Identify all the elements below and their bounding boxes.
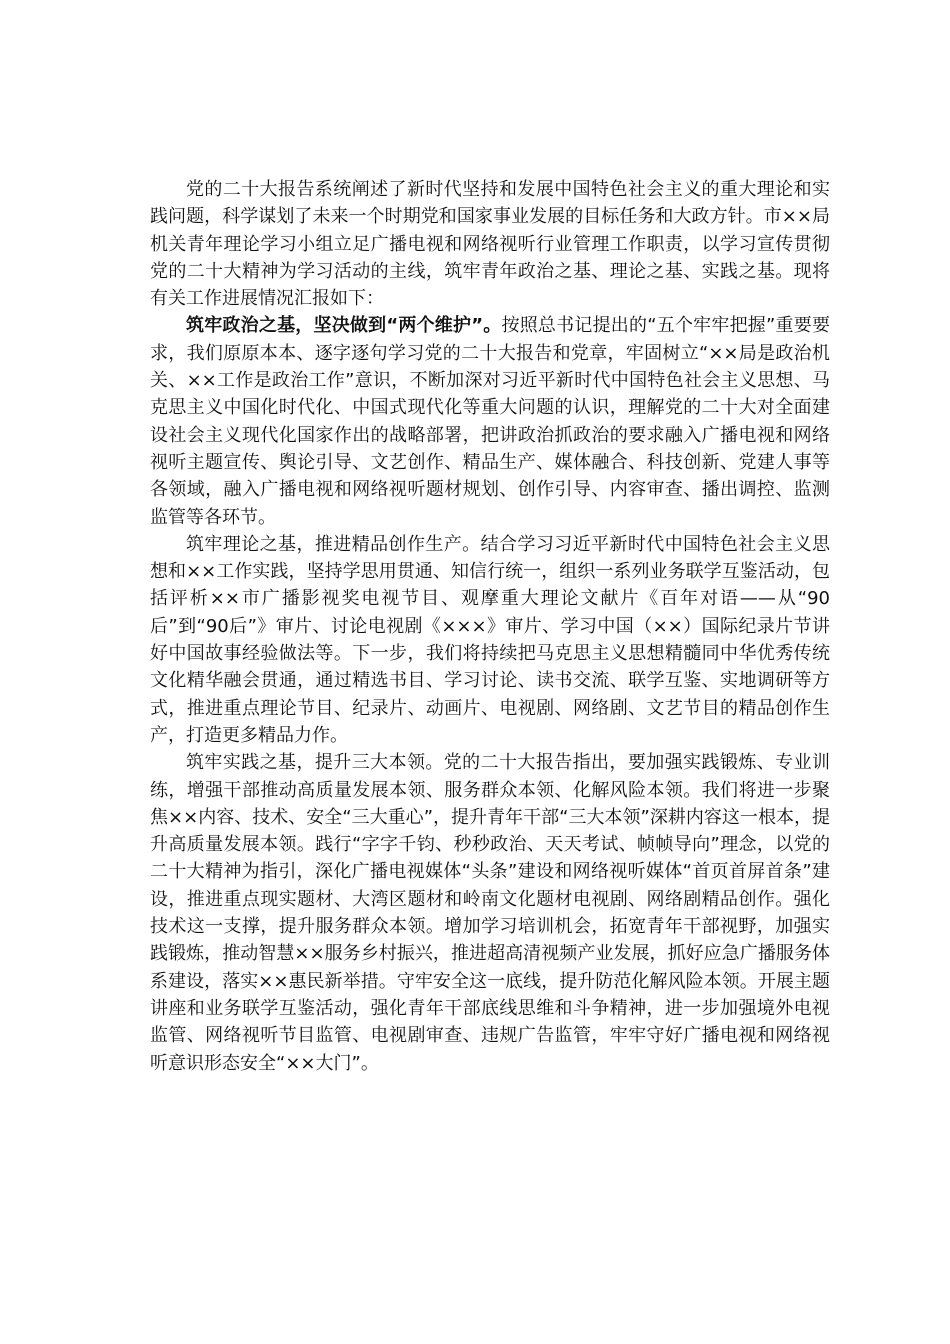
paragraph-theory-foundation [150,531,830,749]
paragraph-practice-foundation [150,749,830,1077]
paragraph-political-foundation-lead: 筑牢政治之基，坚决做到“两个维护”。 [186,315,502,337]
paragraph-theory-foundation-text: 筑牢理论之基，推进精品创作生产。结合学习习近平新时代中国特色社会主义思想和××工作实践，坚持学思用贯通、知信行统一，组织一系列业务联学互鉴活动，包括评析××市广播影视奖电视节目、观摩重大理论文献片《百年对语——从“90后”到“90后”》审片、讨论电视剧《×××》审片、学习中国（××）国际纪录片节讲好中国故事经验做法等。下一步，我们将持续把马克思主义思想精髓同中华优秀传统文化精华融会贯通，通过精选书目、学习讨论、读书交流、联学互鉴、实地调研等方式，推进重点理论节目、纪录片、动画片、电视剧、网络剧、文艺节目的精品创作生产，打造更多精品力作。 [150,533,830,746]
paragraph-political-foundation-text: 按照总书记提出的“五个牢牢把握”重要要求，我们原原本本、逐字逐句学习党的二十大报告和党章，牢固树立“××局是政治机关、××工作是政治工作”意识，不断加深对习近平新时代中国特色社会主义思想、马克思主义中国化时代化、中国式现代化等重大问题的认识，理解党的二十大对全面建设社会主义现代化国家作出的战略部署，把讲政治抓政治的要求融入广播电视和网络视听主题宣传、舆论引导、文艺创作、精品生产、媒体融合、科技创新、党建人事等各领域，融入广播电视和网络视听题材规划、创作引导、内容审查、播出调控、监测监管等各环节。 [150,315,830,528]
paragraph-political-foundation [150,312,830,530]
document-body [150,176,830,1077]
paragraph-practice-foundation-text: 筑牢实践之基，提升三大本领。党的二十大报告指出，要加强实践锻炼、专业训练，增强干部推动高质量发展本领、服务群众本领、化解风险本领。我们将进一步聚焦××内容、技术、安全“三大重心”，提升青年干部“三大本领”深耕内容这一根本，提升高质量发展本领。践行“字字千钧、秒秒政治、天天考试、帧帧导向”理念，以党的二十大精神为指引，深化广播电视媒体“头条”建设和网络视听媒体“首页首屏首条”建设，推进重点现实题材、大湾区题材和岭南文化题材电视剧、网络剧精品创作。强化技术这一支撑，提升服务群众本领。增加学习培训机会，拓宽青年干部视野，加强实践锻炼，推动智慧××服务乡村振兴，推进超高清视频产业发展，抓好应急广播服务体系建设，落实××惠民新举措。守牢安全这一底线，提升防范化解风险本领。开展主题讲座和业务联学互鉴活动，强化青年干部底线思维和斗争精神，进一步加强境外电视监管、网络视听节目监管、电视剧审查、违规广告监管，牢牢守好广播电视和网络视听意识形态安全“××大门”。 [150,752,830,1074]
paragraph-intro-text: 党的二十大报告系统阐述了新时代坚持和发展中国特色社会主义的重大理论和实践问题，科学谋划了未来一个时期党和国家事业发展的目标任务和大政方针。市××局机关青年理论学习小组立足广播电视和网络视听行业管理工作职责，以学习宣传贯彻党的二十大精神为学习活动的主线，筑牢青年政治之基、理论之基、实践之基。现将有关工作进展情况汇报如下： [150,179,830,310]
paragraph-intro [150,176,830,312]
